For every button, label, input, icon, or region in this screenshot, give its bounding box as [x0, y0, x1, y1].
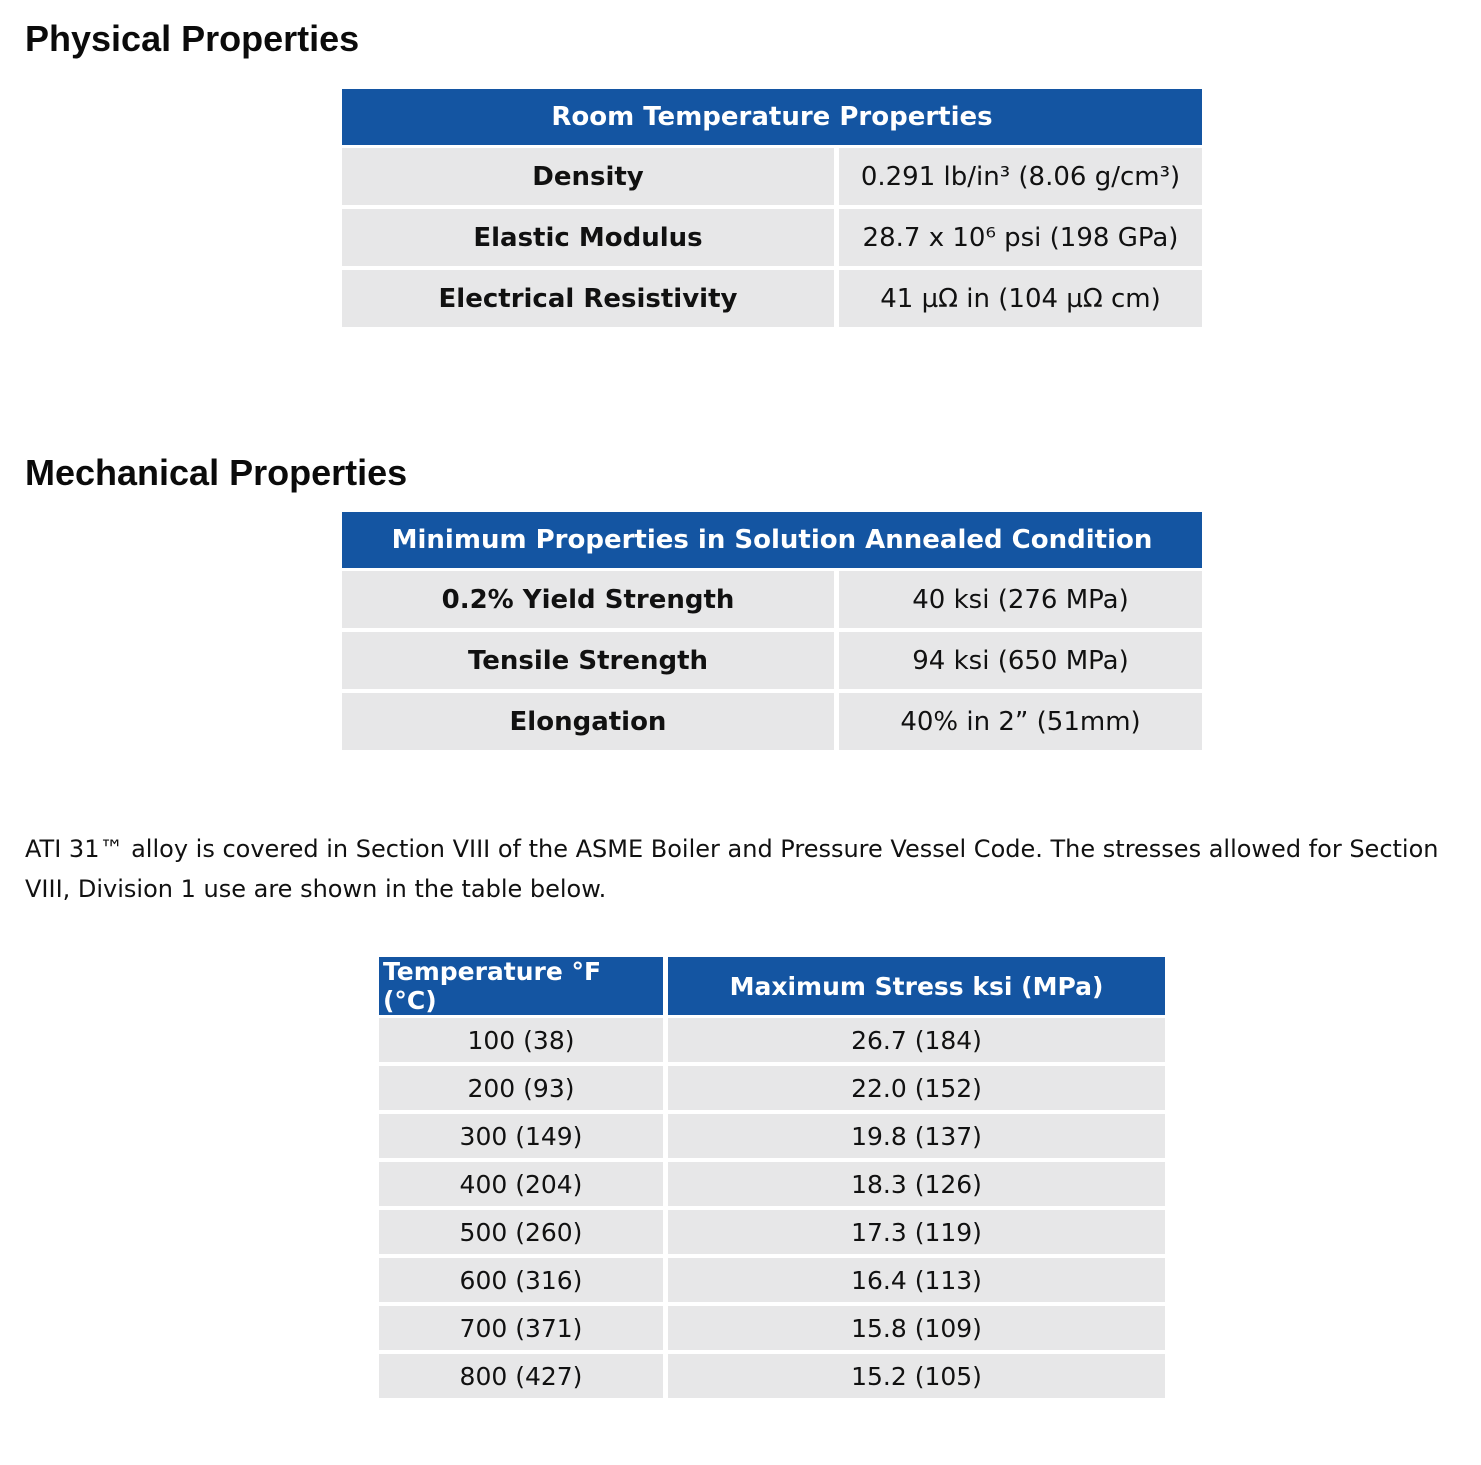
mechanical-properties-heading: Mechanical Properties: [25, 452, 408, 493]
room-temperature-properties-table: [342, 89, 1202, 327]
stress-cell: 18.3 (126): [668, 1162, 1165, 1210]
allowable-stress-table: [379, 957, 1165, 1398]
table-row: [342, 148, 1202, 209]
table-row: [379, 1306, 1165, 1354]
yield-strength-value: 40 ksi (276 MPa): [839, 571, 1202, 632]
density-label: Density: [342, 148, 839, 209]
table-row: [379, 1066, 1165, 1114]
table-row: [379, 1354, 1165, 1398]
table-row: [379, 1162, 1165, 1210]
tensile-strength-value: 94 ksi (650 MPa): [839, 632, 1202, 693]
table-row: [379, 1114, 1165, 1162]
asme-paragraph-line-2: VIII, Division 1 use are shown in the table below.: [25, 875, 607, 903]
table-row: [379, 1018, 1165, 1066]
room-temperature-properties-title: Room Temperature Properties: [342, 89, 1202, 148]
elastic-modulus-label: Elastic Modulus: [342, 209, 839, 270]
table-row: [342, 693, 1202, 750]
maximum-stress-column-header: Maximum Stress ksi (MPa): [668, 957, 1165, 1018]
table-row: [342, 209, 1202, 270]
elongation-label: Elongation: [342, 693, 839, 750]
stress-cell: 17.3 (119): [668, 1210, 1165, 1258]
temperature-cell: 800 (427): [379, 1354, 668, 1398]
temperature-column-header: Temperature °F (°C): [379, 957, 668, 1018]
yield-strength-label: 0.2% Yield Strength: [342, 571, 839, 632]
table-row: [342, 571, 1202, 632]
temperature-cell: 700 (371): [379, 1306, 668, 1354]
table-row: [379, 1210, 1165, 1258]
electrical-resistivity-label: Electrical Resistivity: [342, 270, 839, 327]
density-value: 0.291 lb/in³ (8.06 g/cm³): [839, 148, 1202, 209]
stress-cell: 26.7 (184): [668, 1018, 1165, 1066]
temperature-cell: 400 (204): [379, 1162, 668, 1210]
physical-properties-heading: Physical Properties: [25, 18, 360, 59]
temperature-cell: 100 (38): [379, 1018, 668, 1066]
temperature-cell: 600 (316): [379, 1258, 668, 1306]
table-row: [379, 1258, 1165, 1306]
temperature-cell: 300 (149): [379, 1114, 668, 1162]
electrical-resistivity-value: 41 µΩ in (104 µΩ cm): [839, 270, 1202, 327]
stress-cell: 22.0 (152): [668, 1066, 1165, 1114]
temperature-cell: 500 (260): [379, 1210, 668, 1258]
asme-paragraph-line-1: ATI 31™ alloy is covered in Section VIII of the ASME Boiler and Pressure Vessel Code. The stresses allowed for Section: [25, 835, 1439, 863]
solution-annealed-properties-title: Minimum Properties in Solution Annealed Condition: [342, 512, 1202, 571]
stress-cell: 15.8 (109): [668, 1306, 1165, 1354]
tensile-strength-label: Tensile Strength: [342, 632, 839, 693]
table-row: [342, 632, 1202, 693]
solution-annealed-properties-table: [342, 512, 1202, 750]
stress-cell: 16.4 (113): [668, 1258, 1165, 1306]
elastic-modulus-value: 28.7 x 10⁶ psi (198 GPa): [839, 209, 1202, 270]
stress-cell: 15.2 (105): [668, 1354, 1165, 1398]
asme-code-paragraph: [25, 829, 1481, 909]
elongation-value: 40% in 2” (51mm): [839, 693, 1202, 750]
temperature-cell: 200 (93): [379, 1066, 668, 1114]
stress-cell: 19.8 (137): [668, 1114, 1165, 1162]
table-row: [342, 270, 1202, 327]
